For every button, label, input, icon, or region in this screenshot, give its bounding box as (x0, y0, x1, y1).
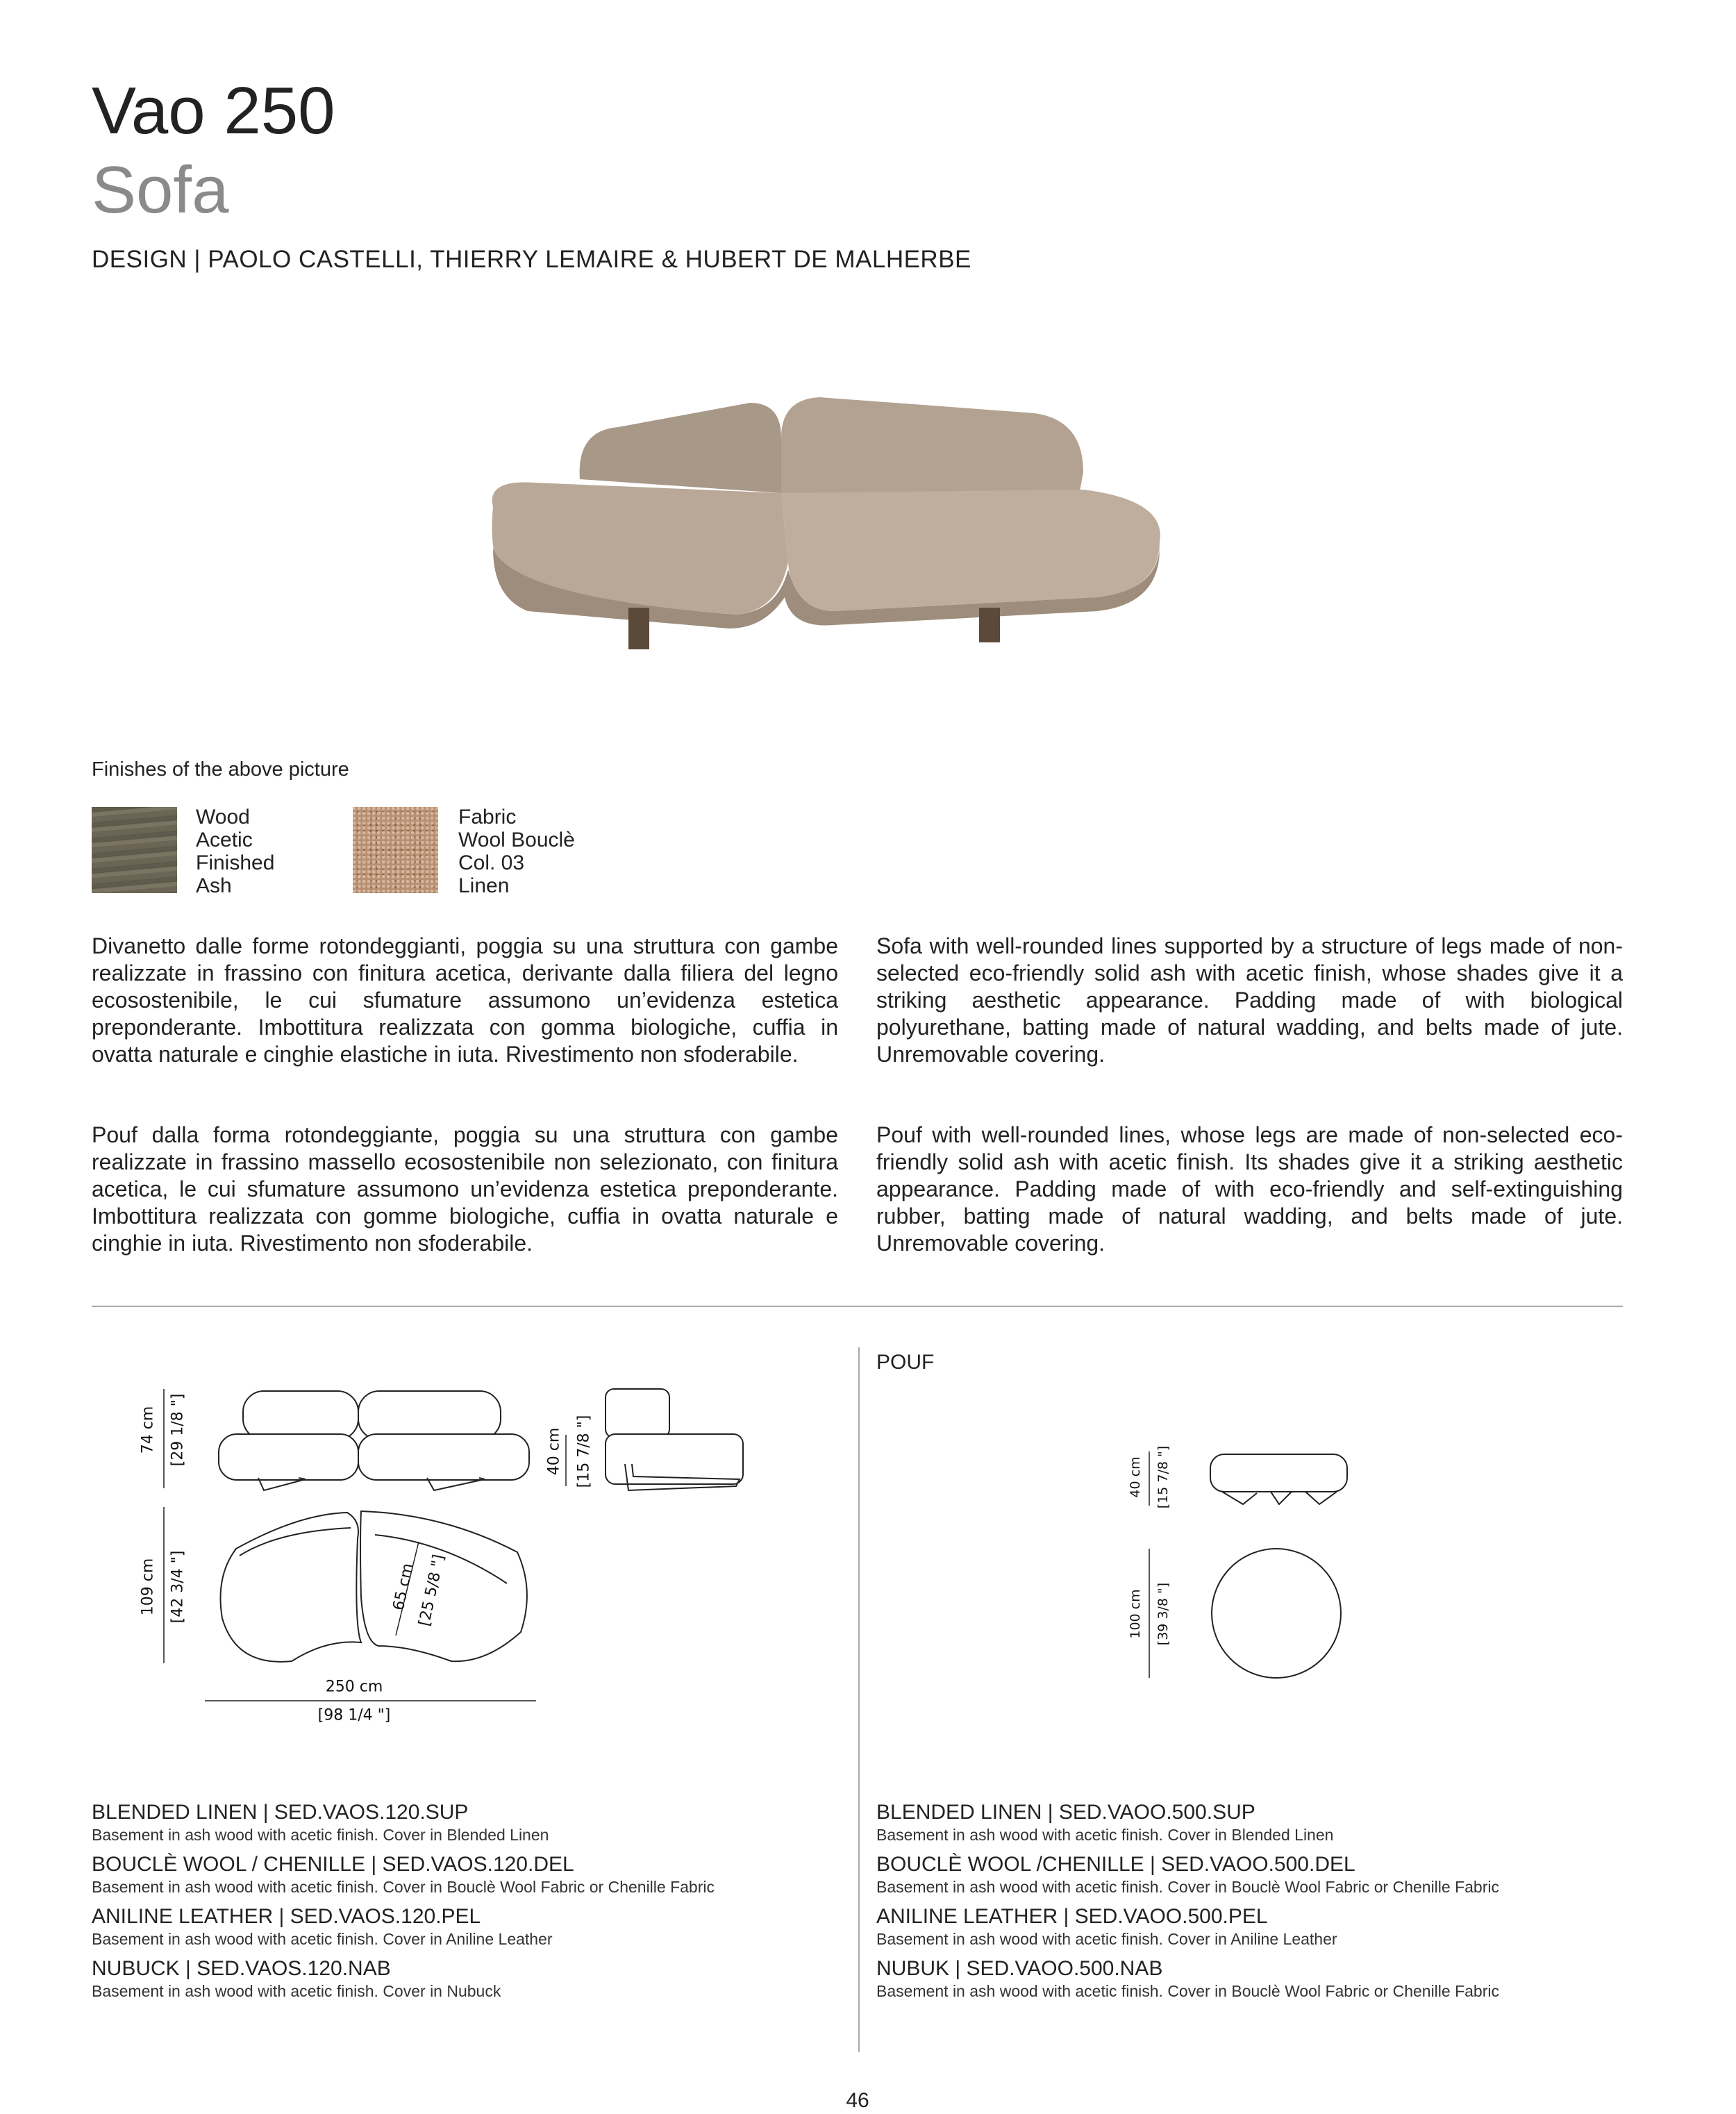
code-desc: Basement in ash wood with acetic finish. Cover in Bouclè Wool Fabric or Chenille Fabric (92, 1878, 715, 1896)
designer-credit: DESIGN | PAOLO CASTELLI, THIERRY LEMAIRE & HUBERT DE MALHERBE (92, 246, 971, 273)
pouf-height-dimension: 40 cm (1128, 1456, 1143, 1498)
code-desc: Basement in ash wood with acetic finish. Cover in Bouclè Wool Fabric or Chenille Fabric (876, 1982, 1499, 2000)
sofa-top-view (221, 1511, 527, 1662)
sofa-depth-inches: [42 3/4 "] (169, 1550, 187, 1624)
sofa-height-dimension: 74 cm (139, 1406, 157, 1454)
sofa-side-view (606, 1389, 743, 1490)
page-title: Vao 250 (92, 74, 335, 148)
sofa-height-inches: [29 1/8 "] (169, 1393, 187, 1467)
code-item (92, 1904, 715, 1956)
code-desc: Basement in ash wood with acetic finish. Cover in Bouclè Wool Fabric or Chenille Fabric (876, 1878, 1499, 1896)
code-title: ANILINE LEATHER | SED.VAOS.120.PEL (92, 1905, 481, 1928)
sofa-width-dimension: 250 cm (325, 1678, 383, 1696)
finish-line: Col. 03 (458, 851, 525, 874)
page-number: 46 (846, 2089, 869, 2112)
code-title: BLENDED LINEN | SED.VAOO.500.SUP (876, 1801, 1255, 1824)
code-title: BLENDED LINEN | SED.VAOS.120.SUP (92, 1801, 469, 1824)
sofa-depth-dimension: 109 cm (139, 1558, 157, 1616)
code-item (876, 1956, 1499, 2008)
code-title: NUBUCK | SED.VAOS.120.NAB (92, 1957, 391, 1980)
page-subtitle: Sofa (92, 153, 229, 227)
finishes-label: Finishes of the above picture (92, 758, 349, 781)
sofa-seat-depth-dimension: 65 cm (390, 1561, 417, 1613)
finish-line: Wool Bouclè (458, 829, 575, 851)
pouf-diameter-dimension: 100 cm (1128, 1589, 1143, 1639)
sofa-seat-height-dimension: 40 cm (545, 1427, 563, 1476)
pouf-description-en: Pouf with well-rounded lines, whose legs are made of non-selected eco-friendly solid ash with acetic finish. Its shades give it a striking aesthetic appearance. Padding made of with eco-friendly and self-extinguishing rubber, batting made of natural wadding, and belts made of jute. Unremovable covering. (876, 1122, 1623, 1256)
pouf-front-view (1210, 1454, 1347, 1504)
code-item (92, 1956, 715, 2008)
sofa-width-inches: [98 1/4 "] (317, 1706, 391, 1724)
finish-line: Fabric (458, 806, 517, 829)
code-desc: Basement in ash wood with acetic finish. Cover in Nubuck (92, 1982, 501, 2000)
code-title: ANILINE LEATHER | SED.VAOO.500.PEL (876, 1905, 1268, 1928)
pouf-height-inches: [15 7/8 "] (1155, 1445, 1171, 1509)
code-title: NUBUK | SED.VAOO.500.NAB (876, 1957, 1163, 1980)
sofa-code-list (92, 1800, 715, 2008)
pouf-top-view (1212, 1549, 1341, 1678)
sofa-seat-height-inches: [15 7/8 "] (575, 1415, 593, 1488)
code-item (92, 1852, 715, 1904)
sofa-description-en: Sofa with well-rounded lines supported by a structure of legs made of non-selected eco-friendly solid ash with acetic finish, whose shades give it a striking aesthetic appearance. Padding made of with biological polyurethane, batting made of natural wadding, and belts made of jute. Unremovable covering. (876, 933, 1623, 1067)
sofa-front-view (219, 1391, 529, 1490)
code-item (876, 1800, 1499, 1852)
sofa-seat-depth-inches: [25 5/8 "] (415, 1553, 449, 1628)
finish-line: Finished (196, 851, 275, 874)
pouf-description-it: Pouf dalla forma rotondeggiante, poggia su una struttura con gambe realizzate in frassino massello ecosostenibile non selezionato, con finitura acetica, le cui sfumature assumono un’evidenza estetica preponderante. Imbottitura realizzata con gomme biologiche, cuffia in ovatta naturale e cinghie in iuta. Rivestimento non sfoderabile. (92, 1122, 838, 1256)
code-item (876, 1852, 1499, 1904)
finish-line: Wood (196, 806, 250, 829)
code-title: BOUCLÈ WOOL / CHENILLE | SED.VAOS.120.DEL (92, 1853, 574, 1876)
finish-line: Linen (458, 874, 510, 897)
pouf-code-list (876, 1800, 1499, 2008)
code-item (92, 1800, 715, 1852)
code-desc: Basement in ash wood with acetic finish. Cover in Blended Linen (876, 1826, 1334, 1844)
code-desc: Basement in ash wood with acetic finish. Cover in Aniline Leather (92, 1930, 553, 1948)
pouf-diameter-inches: [39 3/8 "] (1155, 1582, 1171, 1646)
code-title: BOUCLÈ WOOL /CHENILLE | SED.VAOO.500.DEL (876, 1853, 1355, 1876)
code-item (876, 1904, 1499, 1956)
sofa-description-it: Divanetto dalle forme rotondeggianti, poggia su una struttura con gambe realizzate in frassino con finitura acetica, derivante dalla filiera del legno ecosostenibile, le cui sfumature assumono un’evidenza estetica preponderante. Imbottitura realizzata con gomma biologiche, cuffia in ovatta naturale e cinghie elastiche in iuta. Rivestimento non sfoderabile. (92, 933, 838, 1067)
finish-line: Ash (196, 874, 232, 897)
code-desc: Basement in ash wood with acetic finish. Cover in Blended Linen (92, 1826, 549, 1844)
pouf-label: POUF (876, 1351, 935, 1374)
code-desc: Basement in ash wood with acetic finish. Cover in Aniline Leather (876, 1930, 1337, 1948)
finish-line: Acetic (196, 829, 253, 851)
